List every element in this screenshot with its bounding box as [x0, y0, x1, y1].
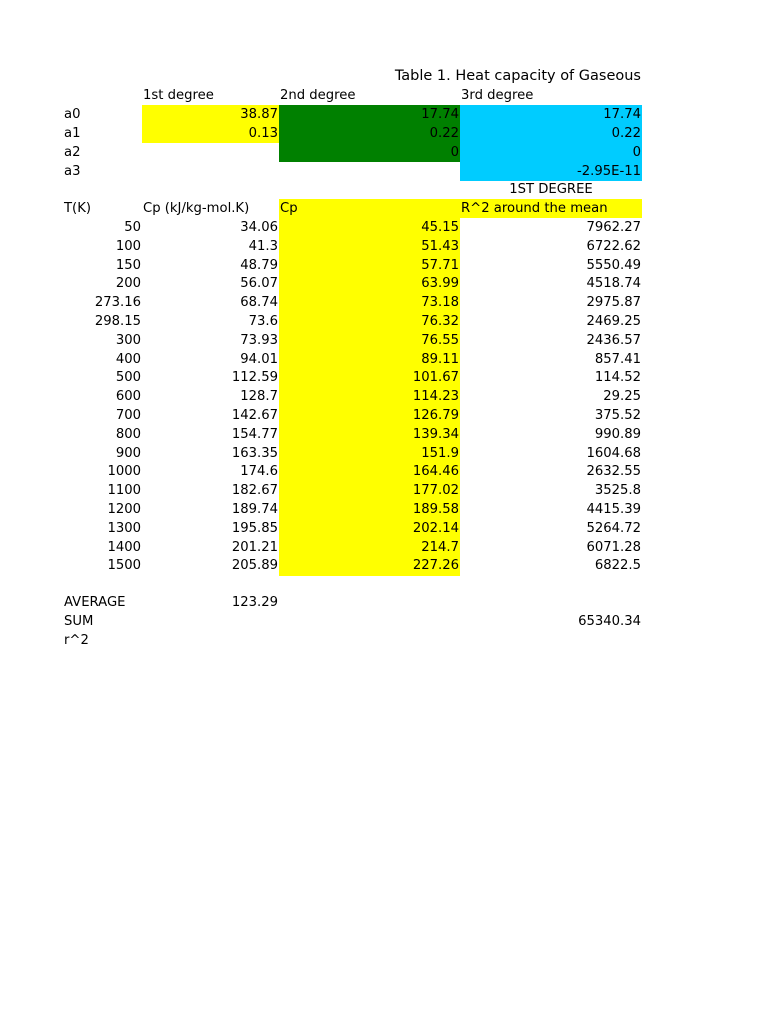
- cell-cp-measured: 163.35: [231, 445, 278, 461]
- cell-cp-fit: 114.23: [412, 389, 459, 405]
- cell-cp-fit: 45.15: [421, 220, 459, 235]
- sum-value: 65340.34: [578, 614, 641, 629]
- cell-r2-mean: 2436.57: [586, 332, 641, 348]
- cell-temperature: 1300: [107, 520, 141, 536]
- cell-r2-mean: 2469.25: [586, 314, 641, 329]
- col-header-cp-fit: Cp: [280, 201, 298, 216]
- cell-r2-mean: 29.25: [603, 389, 641, 405]
- cell-cp-measured: 205.89: [231, 558, 278, 574]
- cell-cp-measured: 112.59: [231, 370, 278, 386]
- cell-cp-fit: 63.99: [421, 276, 459, 292]
- cell-cp-measured: 56.07: [240, 276, 278, 292]
- cell-temperature: 400: [115, 351, 141, 367]
- coef-a0-first: 38.87: [142, 105, 279, 124]
- coef-a3-third: -2.95E-11: [460, 162, 642, 181]
- average-label: AVERAGE: [64, 595, 126, 610]
- cell-temperature: 200: [115, 276, 141, 292]
- cell-r2-mean: 7962.27: [586, 220, 641, 235]
- cell-cp-measured: 195.85: [231, 520, 278, 536]
- cell-cp-measured: 41.3: [248, 238, 278, 254]
- cell-r2-mean: 990.89: [594, 426, 641, 442]
- coef-label-a2: a2: [64, 145, 81, 160]
- coef-a2-third: 0: [460, 143, 642, 162]
- cell-temperature: 1500: [107, 558, 141, 574]
- cell-r2-mean: 3525.8: [594, 483, 641, 499]
- cell-temperature: 150: [115, 257, 141, 273]
- cell-cp-measured: 142.67: [231, 408, 278, 423]
- cell-cp-measured: 73.6: [248, 314, 278, 329]
- coef-label-a3: a3: [64, 164, 81, 179]
- cell-cp-fit: 202.14: [412, 520, 459, 536]
- cell-cp-fit: 139.34: [412, 426, 459, 442]
- cell-temperature: 300: [115, 332, 141, 348]
- col-header-r2: R^2 around the mean: [461, 201, 608, 216]
- coef-a1-third: 0.22: [460, 124, 642, 143]
- cell-r2-mean: 6822.5: [594, 558, 641, 574]
- cell-cp-fit: 76.55: [421, 332, 459, 348]
- cell-r2-mean: 114.52: [594, 370, 641, 386]
- cell-temperature: 1100: [107, 483, 141, 499]
- cell-cp-measured: 174.6: [240, 464, 278, 480]
- coef-label-a0: a0: [64, 107, 81, 122]
- cell-cp-measured: 182.67: [231, 483, 278, 499]
- cell-cp-fit: 164.46: [412, 464, 459, 480]
- cell-cp-fit: 101.67: [412, 370, 459, 386]
- cell-r2-mean: 4415.39: [586, 502, 641, 517]
- cell-temperature: 900: [115, 445, 141, 461]
- cell-temperature: 600: [115, 389, 141, 405]
- cell-cp-fit: 89.11: [421, 351, 459, 367]
- cell-cp-measured: 34.06: [240, 220, 278, 235]
- cell-cp-fit: 76.32: [421, 314, 459, 329]
- cell-r2-mean: 1604.68: [586, 445, 641, 461]
- cell-cp-fit: 227.26: [412, 558, 459, 574]
- cell-r2-mean: 6071.28: [586, 539, 641, 555]
- section-label-1st-degree: 1ST DEGREE: [509, 182, 593, 197]
- cell-cp-measured: 73.93: [240, 332, 278, 348]
- cell-temperature: 1200: [107, 502, 141, 517]
- cell-cp-measured: 201.21: [231, 539, 278, 555]
- col-header-cp-measured: Cp (kJ/kg-mol.K): [143, 201, 250, 216]
- cell-temperature: 1000: [107, 464, 141, 480]
- cell-cp-fit: 189.58: [412, 502, 459, 517]
- cell-r2-mean: 6722.62: [586, 238, 641, 254]
- coef-a1-first: 0.13: [142, 124, 279, 143]
- cell-temperature: 700: [115, 408, 141, 423]
- cell-cp-fit: 214.7: [421, 539, 459, 555]
- cell-r2-mean: 5550.49: [586, 257, 641, 273]
- r2-label: r^2: [64, 633, 89, 648]
- cell-cp-measured: 154.77: [231, 426, 278, 442]
- cell-cp-fit: 73.18: [421, 295, 459, 311]
- coef-label-a1: a1: [64, 126, 81, 141]
- cell-r2-mean: 857.41: [594, 351, 641, 367]
- coef-a2-second: 0: [279, 143, 460, 162]
- sum-label: SUM: [64, 614, 94, 629]
- cell-temperature: 273.16: [94, 295, 141, 311]
- cell-cp-fit: 151.9: [421, 445, 459, 461]
- cell-r2-mean: 2975.87: [586, 295, 641, 311]
- cell-cp-fit: 126.79: [412, 408, 459, 423]
- header-2nd-degree: 2nd degree: [280, 88, 356, 103]
- cell-cp-measured: 68.74: [240, 295, 278, 311]
- cell-cp-measured: 189.74: [231, 502, 278, 517]
- table-title: Table 1. Heat capacity of Gaseous: [394, 68, 641, 84]
- average-value: 123.29: [231, 595, 278, 610]
- cell-cp-fit: 177.02: [412, 483, 459, 499]
- cell-r2-mean: 375.52: [594, 408, 641, 423]
- cell-temperature: 500: [115, 370, 141, 386]
- coef-a1-second: 0.22: [279, 124, 460, 143]
- cell-r2-mean: 5264.72: [586, 520, 641, 536]
- cell-cp-fit: 51.43: [421, 238, 459, 254]
- cell-temperature: 100: [115, 238, 141, 254]
- cell-temperature: 298.15: [94, 314, 141, 329]
- header-3rd-degree: 3rd degree: [461, 88, 534, 103]
- col-header-temperature: T(K): [64, 201, 91, 216]
- cell-r2-mean: 2632.55: [586, 464, 641, 480]
- cell-temperature: 50: [124, 220, 141, 235]
- cell-temperature: 800: [115, 426, 141, 442]
- coef-a0-third: 17.74: [460, 105, 642, 124]
- coef-a0-second: 17.74: [279, 105, 460, 124]
- cell-cp-measured: 94.01: [240, 351, 278, 367]
- cell-cp-fit: 57.71: [421, 257, 459, 273]
- cell-temperature: 1400: [107, 539, 141, 555]
- cell-r2-mean: 4518.74: [586, 276, 641, 292]
- header-1st-degree: 1st degree: [143, 88, 214, 103]
- cell-cp-measured: 128.7: [240, 389, 278, 405]
- cell-cp-measured: 48.79: [240, 257, 278, 273]
